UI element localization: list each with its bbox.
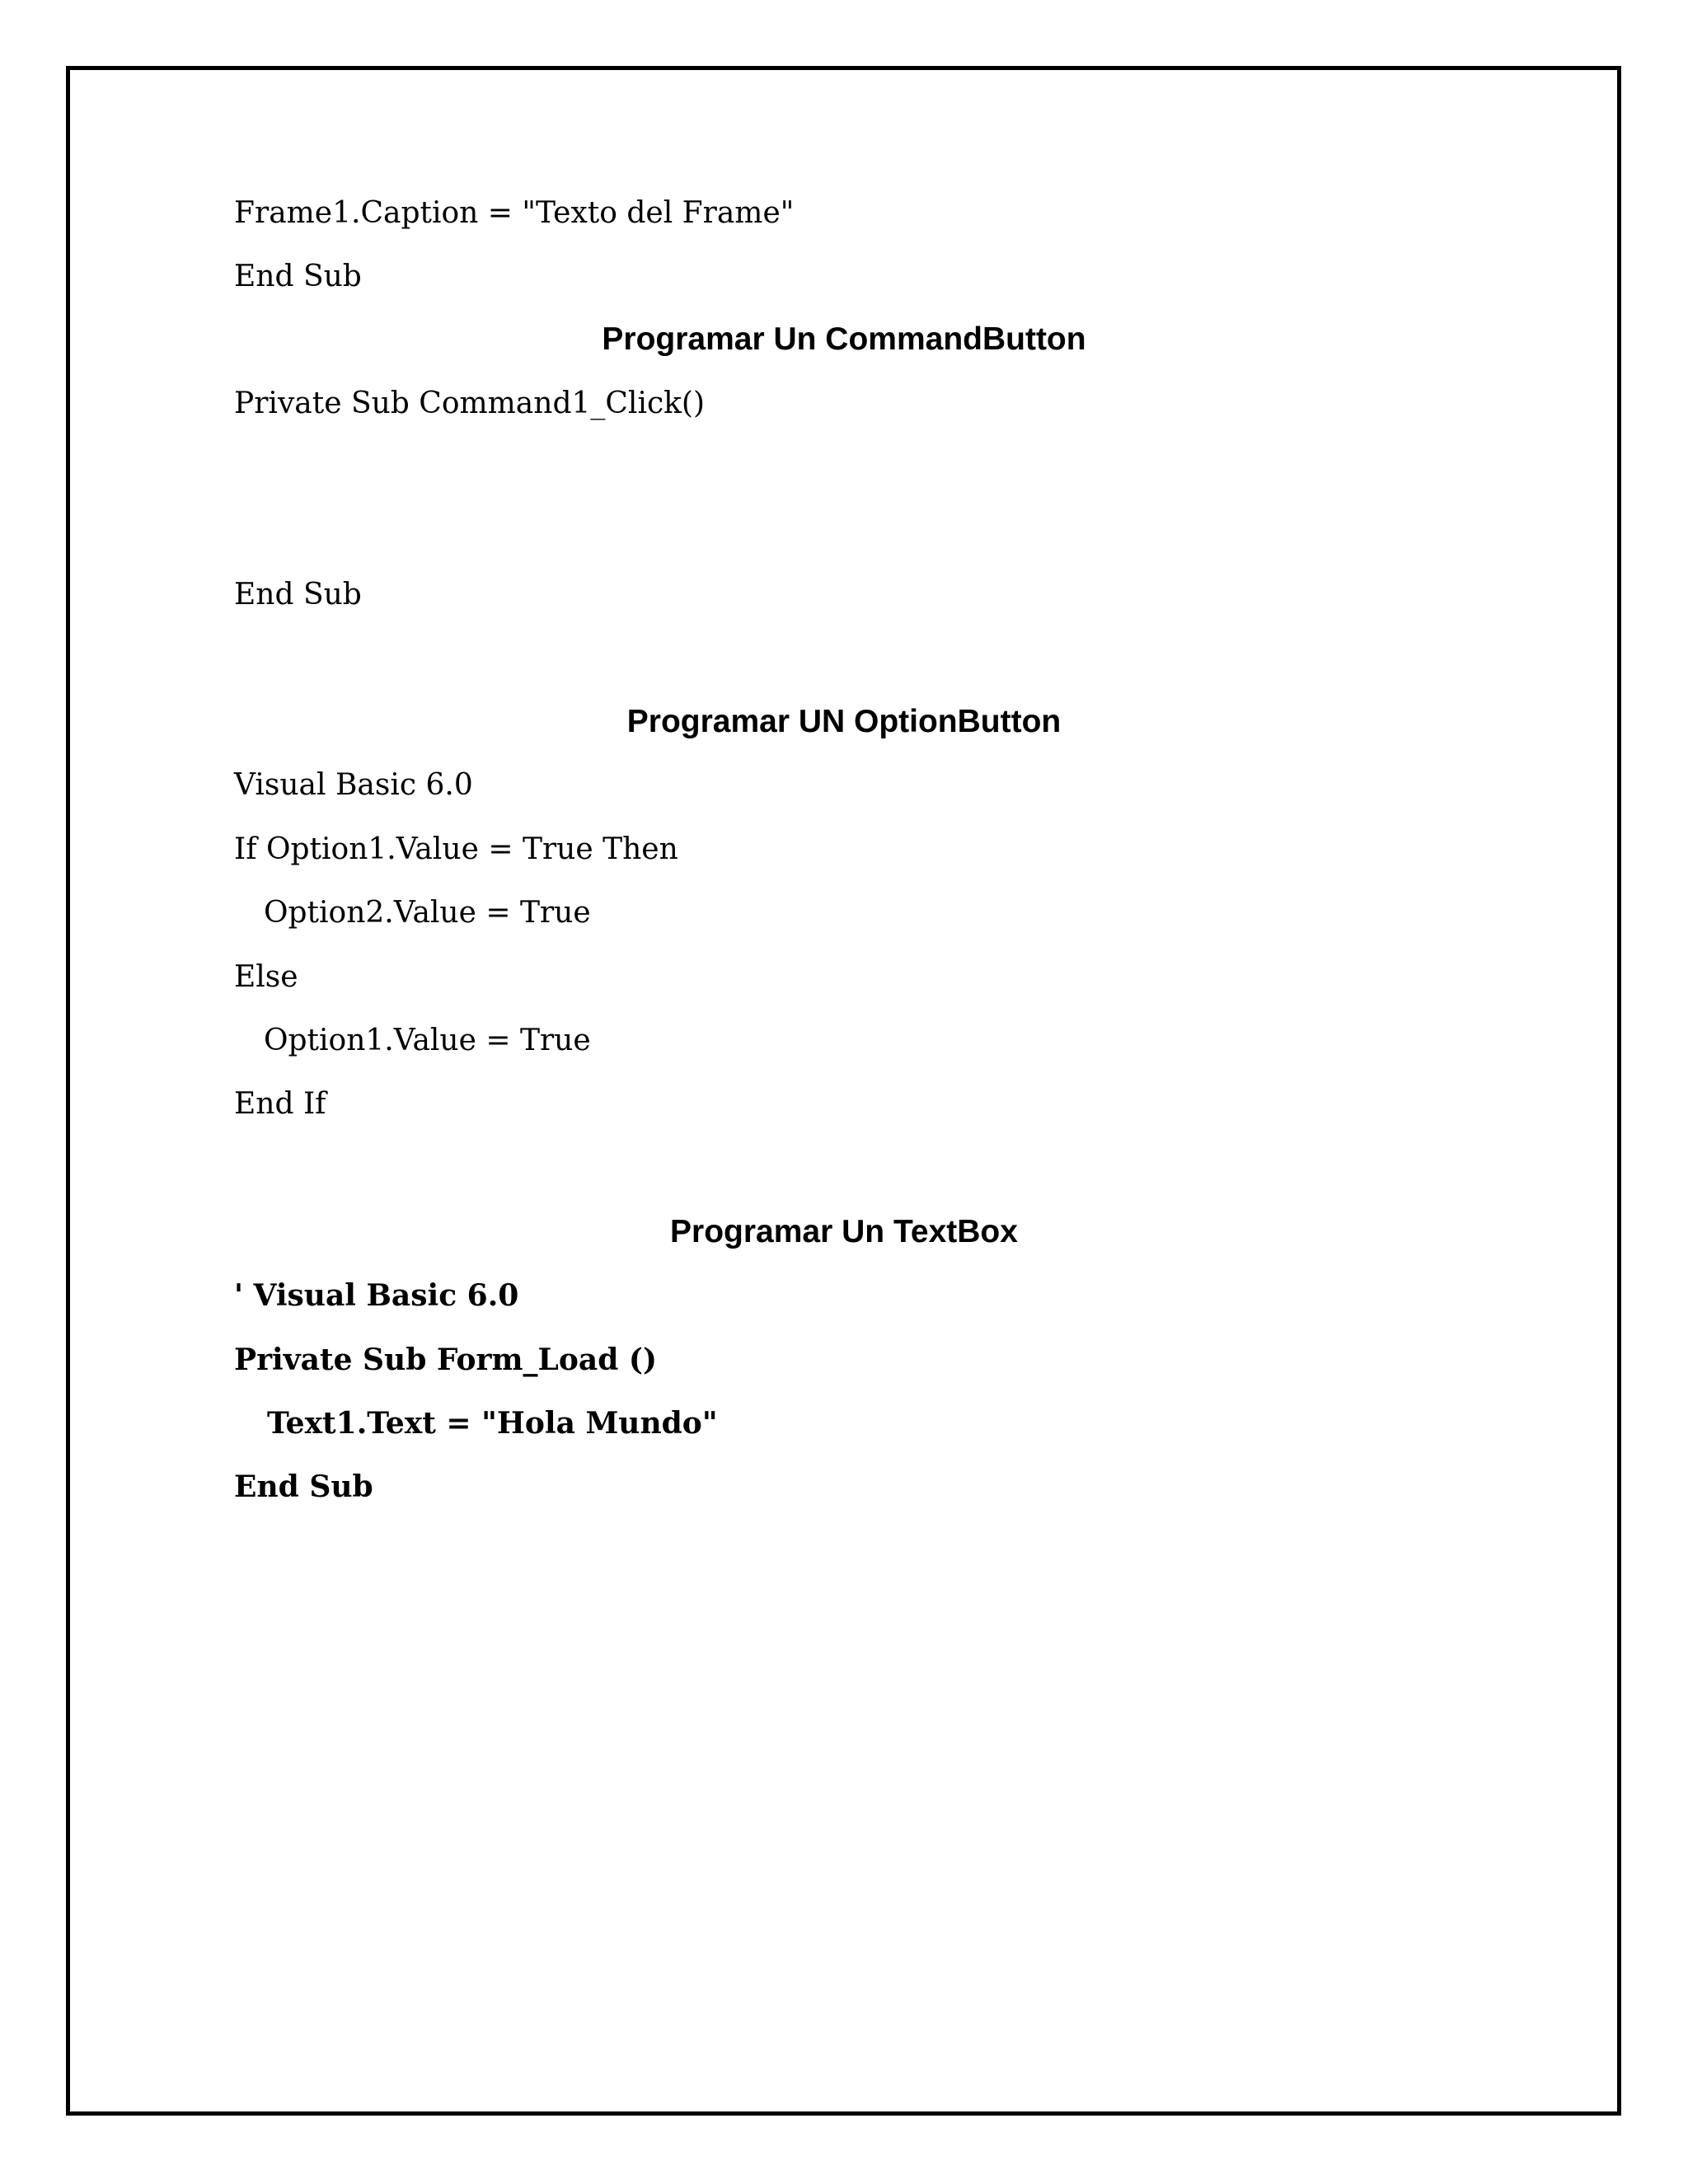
code-line-option2-value: Option2.Value = True [264,896,591,930]
code-line-text1: Text1.Text = "Hola Mundo" [267,1406,718,1441]
code-line-option1-value: Option1.Value = True [264,1024,591,1057]
code-line-end-sub: End Sub [234,578,362,612]
code-line-end-if: End If [234,1087,326,1121]
code-line-end-sub: End Sub [234,260,362,293]
code-line-frame-caption: Frame1.Caption = "Texto del Frame" [234,196,795,230]
code-line-visual-basic: Visual Basic 6.0 [234,768,473,802]
heading-textbox: Programar Un TextBox [670,1214,1018,1249]
heading-optionbutton: Programar UN OptionButton [626,704,1062,739]
code-line-else: Else [234,960,298,994]
code-line-if: If Option1.Value = True Then [234,832,678,866]
code-line-end-sub: End Sub [234,1469,373,1504]
heading-commandbutton: Programar Un CommandButton [602,321,1086,357]
code-line-comment: ' Visual Basic 6.0 [234,1278,519,1313]
code-line-command-click: Private Sub Command1_Click() [234,387,706,420]
code-line-form-load: Private Sub Form_Load () [234,1343,657,1377]
